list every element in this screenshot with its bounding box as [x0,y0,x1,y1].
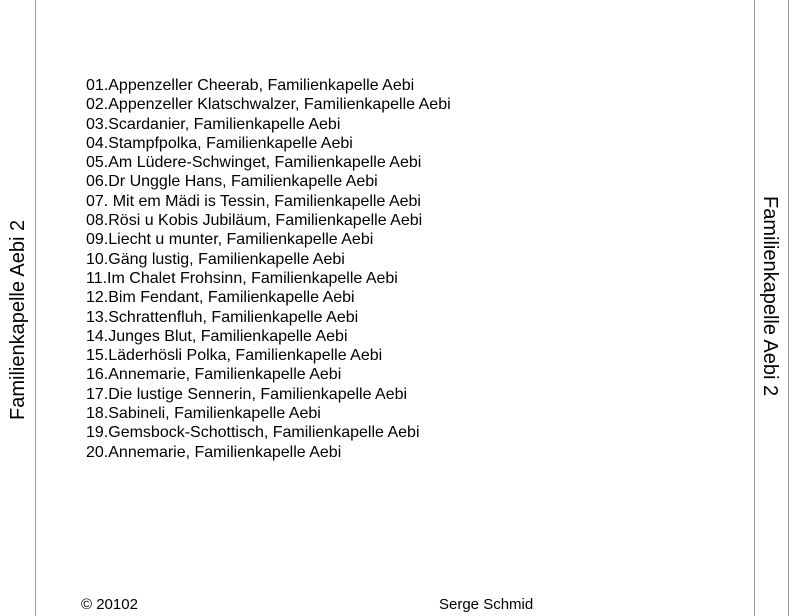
track-item: 14.Junges Blut, Familienkapelle Aebi [86,327,348,345]
track-item: 04.Stampfpolka, Familienkapelle Aebi [86,134,353,152]
track-item: 12.Bim Fendant, Familienkapelle Aebi [86,289,355,307]
track-item: 06.Dr Unggle Hans, Familienkapelle Aebi [86,173,378,191]
track-item: 10.Gäng lustig, Familienkapelle Aebi [86,250,345,268]
track-item: 16.Annemarie, Familienkapelle Aebi [86,366,342,384]
spine-right-title: Familienkapelle Aebi 2 [759,196,781,397]
track-item: 20.Annemarie, Familienkapelle Aebi [86,443,342,461]
track-item: 13.Schrattenfluh, Familienkapelle Aebi [86,308,359,326]
track-item: 11.Im Chalet Frohsinn, Familienkapelle Aebi [86,269,398,287]
track-item: 17.Die lustige Sennerin, Familienkapelle Aebi [86,385,408,403]
spine-left [0,0,36,616]
track-item: 03.Scardanier, Familienkapelle Aebi [86,115,341,133]
track-item: 02.Appenzeller Klatschwalzer, Familienkapelle Aebi [86,96,451,114]
track-item: 19.Gemsbock-Schottisch, Familienkapelle Aebi [86,424,420,442]
track-item: 05.Am Lüdere-Schwinget, Familienkapelle Aebi [86,154,422,172]
track-item: 08.Rösi u Kobis Jubiläum, Familienkapelle Aebi [86,212,423,230]
track-list [86,76,451,462]
track-item: 18.Sabineli, Familienkapelle Aebi [86,405,321,423]
track-item: 01.Appenzeller Cheerab, Familienkapelle Aebi [86,77,415,94]
spine-left-title: Familienkapelle Aebi 2 [7,219,29,420]
track-item: 15.Läderhösli Polka, Familienkapelle Aebi [86,347,383,365]
track-item: 07. Mit em Mädi is Tessin, Familienkapelle Aebi [86,192,421,210]
track-item: 09.Liecht u munter, Familienkapelle Aebi [86,231,374,249]
copyright-text: © 20102 [81,596,138,613]
author-name: Serge Schmid [439,596,534,613]
